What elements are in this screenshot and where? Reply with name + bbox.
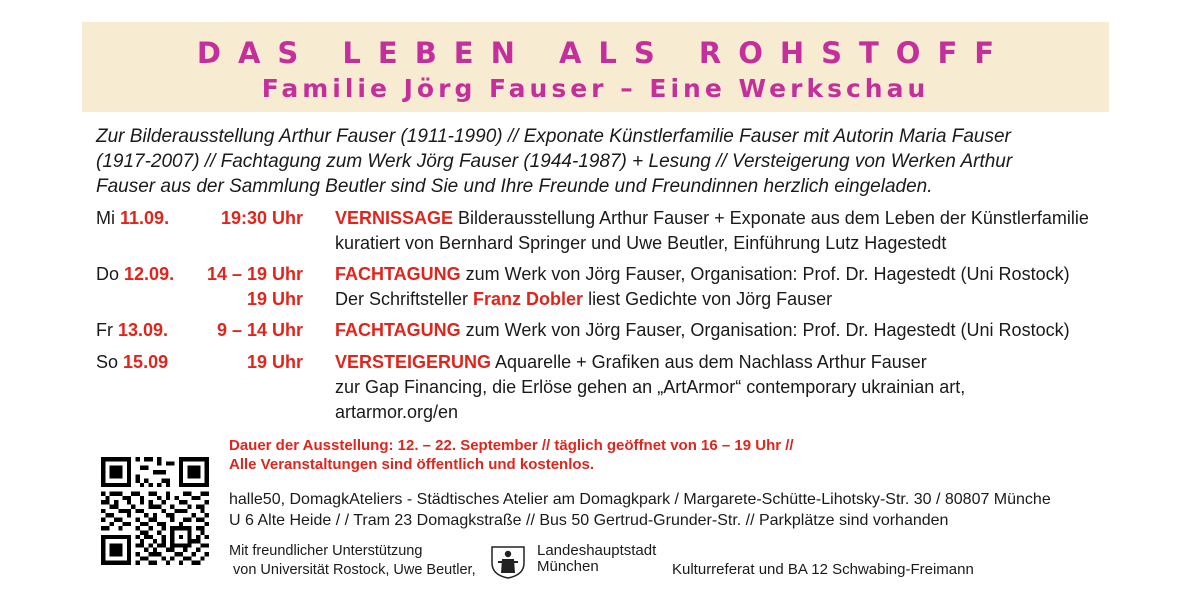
event-description	[335, 318, 1105, 343]
city-line: Landeshauptstadt	[537, 542, 657, 559]
address-line: U 6 Alte Heide / / Tram 23 Domagkstraße // Bus 50 Gertrud-Grunder-Str. // Parkplätze sind vorhanden	[229, 512, 949, 529]
time: 14 – 19 Uhr	[206, 264, 303, 284]
main-title: DAS LEBEN ALS ROHSTOFF	[196, 36, 1012, 70]
qr-code-icon[interactable]	[101, 457, 209, 565]
support-credits	[229, 542, 476, 580]
event-text: Bilderausstellung Arthur Fauser + Exponate aus dem Leben der Künstlerfamilie	[453, 208, 1089, 228]
event-link: artarmor.org/en	[335, 402, 459, 422]
event-detail: Der Schriftsteller	[335, 289, 474, 309]
event-text: zum Werk von Jörg Fauser, Organisation: Prof. Dr. Hagestedt (Uni Rostock)	[460, 320, 1070, 340]
duration-line: Alle Veranstaltungen sind öffentlich und kostenlos.	[229, 456, 595, 473]
event-highlight: FACHTAGUNG	[335, 264, 461, 284]
support-line: Mit freundlicher Unterstützung	[229, 543, 423, 559]
time: 9 – 14 Uhr	[216, 320, 303, 340]
date: 12.09.	[124, 264, 175, 284]
event-detail: zur Gap Financing, die Erlöse gehen an „ArtArmor“ contemporary ukrainian art,	[335, 377, 966, 397]
venue-address	[229, 489, 1051, 531]
title-banner	[82, 22, 1109, 112]
event-highlight: FACHTAGUNG	[335, 320, 461, 340]
date: 13.09.	[118, 320, 169, 340]
date: 11.09.	[120, 208, 170, 228]
event-description	[335, 350, 1105, 425]
partner-credit: Kulturreferat und BA 12 Schwabing-Freimann	[672, 561, 974, 578]
weekday: Do	[96, 264, 120, 284]
event-description	[335, 206, 1105, 256]
city-line: München	[537, 558, 599, 575]
date: 15.09	[123, 352, 169, 372]
event-detail: liest Gedichte von Jörg Fauser	[583, 289, 833, 309]
weekday: So	[96, 352, 119, 372]
time: 19 Uhr	[246, 289, 303, 309]
event-detail: kuratiert von Bernhard Springer und Uwe Beutler, Einführung Lutz Hagestedt	[335, 233, 947, 253]
event-description	[335, 262, 1105, 312]
support-line: von Universität Rostock, Uwe Beutler,	[229, 562, 476, 578]
intro-line: Zur Bilderausstellung Arthur Fauser (1911-1990) // Exponate Künstlerfamilie Fauser mit Autorin Maria Fauser	[96, 126, 1011, 147]
time: 19:30 Uhr	[220, 208, 303, 228]
event-highlight: VERNISSAGE	[335, 208, 454, 228]
subtitle: Familie Jörg Fauser – Eine Werkschau	[261, 74, 930, 103]
exhibition-duration	[229, 436, 794, 474]
weekday: Mi	[96, 208, 115, 228]
address-line: halle50, DomagkAteliers - Städtisches Atelier am Domagkpark / Margarete-Schütte-Lihotsky-Str. 30 / 80807 Münche	[229, 491, 1051, 508]
time: 19 Uhr	[246, 352, 303, 372]
event-highlight: VERSTEIGERUNG	[335, 352, 492, 372]
intro-line: (1917-2007) // Fachtagung zum Werk Jörg Fauser (1944-1987) + Lesung // Versteigerung von Werken Arthur	[96, 151, 1013, 172]
author-name: Franz Dobler	[473, 289, 584, 309]
weekday: Fr	[96, 320, 113, 340]
duration-line: Dauer der Ausstellung: 12. – 22. September // täglich geöffnet von 16 – 19 Uhr //	[229, 437, 794, 454]
intro-text	[96, 124, 1096, 199]
city-name	[537, 543, 656, 575]
event-text: Aquarelle + Grafiken aus dem Nachlass Arthur Fauser	[491, 352, 927, 372]
event-text: zum Werk von Jörg Fauser, Organisation: Prof. Dr. Hagestedt (Uni Rostock)	[460, 264, 1070, 284]
intro-line: Fauser aus der Sammlung Beutler sind Sie und Ihre Freunde und Freundinnen herzlich eingeladen.	[96, 176, 933, 197]
